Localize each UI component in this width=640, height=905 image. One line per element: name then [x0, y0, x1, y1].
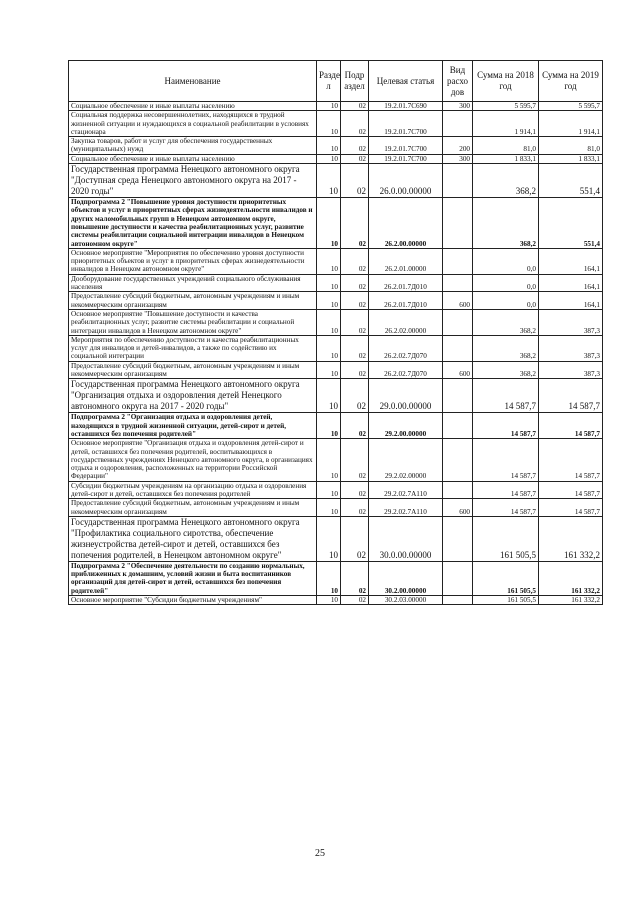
row-sum-2019: 387,3	[539, 309, 603, 335]
row-target: 26.2.02.00000	[369, 309, 443, 335]
table-row	[69, 516, 603, 561]
table-header-row	[69, 61, 603, 102]
row-sum-2018: 14 587,7	[473, 499, 539, 517]
row-expense-type	[443, 198, 473, 249]
row-sum-2019: 551,4	[539, 198, 603, 249]
row-name: Основное мероприятие "Субсидии бюджетным учреждениям"	[69, 596, 317, 605]
row-name: Дооборудование государственных учреждений социального обслуживания населения	[69, 274, 317, 292]
budget-table	[68, 60, 603, 605]
row-expense-type	[443, 413, 473, 439]
row-expense-type	[443, 379, 473, 413]
row-section: 10	[317, 413, 341, 439]
row-section: 10	[317, 198, 341, 249]
row-sum-2019: 5 595,7	[539, 102, 603, 111]
row-name: Предоставление субсидий бюджетным, автономным учреждениям и иным некоммерческим организациям	[69, 499, 317, 517]
row-expense-type: 600	[443, 499, 473, 517]
row-expense-type: 600	[443, 292, 473, 310]
row-subsection: 02	[341, 154, 369, 163]
table-row	[69, 248, 603, 274]
row-section: 10	[317, 164, 341, 198]
header-section: Разде л	[317, 61, 341, 102]
row-sum-2018: 14 587,7	[473, 481, 539, 499]
table-row	[69, 102, 603, 111]
row-sum-2019: 161 332,2	[539, 561, 603, 595]
row-subsection: 02	[341, 111, 369, 137]
row-sum-2019: 164,1	[539, 292, 603, 310]
row-subsection: 02	[341, 102, 369, 111]
row-sum-2018: 1 914,1	[473, 111, 539, 137]
row-section: 10	[317, 335, 341, 361]
row-name: Субсидии бюджетным учреждениям на организацию отдыха и оздоровления детей-сирот и детей, оставшихся без попечения родителей	[69, 481, 317, 499]
row-subsection: 02	[341, 164, 369, 198]
table-row	[69, 292, 603, 310]
header-sum-2018: Сумма на 2018 год	[473, 61, 539, 102]
row-name: Социальное обеспечение и иные выплаты населению	[69, 154, 317, 163]
row-sum-2019: 164,1	[539, 248, 603, 274]
row-expense-type	[443, 274, 473, 292]
row-target: 30.2.00.00000	[369, 561, 443, 595]
row-target: 19.2.01.7С700	[369, 137, 443, 155]
row-section: 10	[317, 274, 341, 292]
row-sum-2019: 161 332,2	[539, 516, 603, 561]
row-sum-2019: 14 587,7	[539, 379, 603, 413]
row-name: Предоставление субсидий бюджетным, автономным учреждениям и иным некоммерческим организациям	[69, 292, 317, 310]
row-expense-type	[443, 248, 473, 274]
table-row	[69, 413, 603, 439]
row-name: Основное мероприятие "Мероприятия по обеспечению уровня доступности приоритетных объектов и услуг в приоритетных сферах жизнедеятельности инвалидов в Ненецком автономном округе"	[69, 248, 317, 274]
header-subsection: Подр аздел	[341, 61, 369, 102]
table-row	[69, 596, 603, 605]
row-name: Предоставление субсидий бюджетным, автономным учреждениям и иным некоммерческим организациям	[69, 361, 317, 379]
table-row	[69, 361, 603, 379]
table-row	[69, 164, 603, 198]
table-row	[69, 561, 603, 595]
row-sum-2018: 161 505,5	[473, 516, 539, 561]
row-sum-2018: 161 505,5	[473, 561, 539, 595]
row-subsection: 02	[341, 335, 369, 361]
table-row	[69, 499, 603, 517]
row-subsection: 02	[341, 198, 369, 249]
row-section: 10	[317, 379, 341, 413]
row-sum-2018: 81,0	[473, 137, 539, 155]
row-sum-2018: 368,2	[473, 198, 539, 249]
row-subsection: 02	[341, 379, 369, 413]
row-target: 30.2.03.00000	[369, 596, 443, 605]
row-expense-type	[443, 481, 473, 499]
row-section: 10	[317, 439, 341, 481]
table-row	[69, 439, 603, 481]
row-target: 26.2.02.7Д070	[369, 335, 443, 361]
row-sum-2019: 14 587,7	[539, 481, 603, 499]
table-row	[69, 309, 603, 335]
row-sum-2019: 1 914,1	[539, 111, 603, 137]
row-expense-type	[443, 516, 473, 561]
row-target: 30.0.00.00000	[369, 516, 443, 561]
table-row	[69, 154, 603, 163]
row-subsection: 02	[341, 596, 369, 605]
row-target: 19.2.01.7С690	[369, 102, 443, 111]
row-sum-2019: 14 587,7	[539, 439, 603, 481]
row-subsection: 02	[341, 516, 369, 561]
row-sum-2018: 14 587,7	[473, 379, 539, 413]
row-name: Государственная программа Ненецкого автономного округа "Организация отдыха и оздоровления детей Ненецкого автономного округа на 2017 - 2020 годы"	[69, 379, 317, 413]
row-sum-2019: 387,3	[539, 361, 603, 379]
row-section: 10	[317, 516, 341, 561]
row-sum-2018: 0,0	[473, 248, 539, 274]
row-name: Закупка товаров, работ и услуг для обеспечения государственных (муниципальных) нужд	[69, 137, 317, 155]
row-expense-type	[443, 596, 473, 605]
row-section: 10	[317, 499, 341, 517]
row-subsection: 02	[341, 361, 369, 379]
row-target: 26.2.01.7Д010	[369, 292, 443, 310]
row-sum-2018: 14 587,7	[473, 439, 539, 481]
row-name: Основное мероприятие "Повышение доступности и качества реабилитационных услуг, развитие системы реабилитации и социальной интеграции инвалидов в Ненецком автономном округе"	[69, 309, 317, 335]
row-name: Основное мероприятие "Организация отдыха и оздоровления детей-сирот и детей, оставшихся без попечения родителей, воспитывающихся в государственных учреждениях Ненецкого автономного округа, в организациях отдыха и оздоровления, расположенных на территории Российской Федерации"	[69, 439, 317, 481]
row-expense-type	[443, 164, 473, 198]
row-section: 10	[317, 561, 341, 595]
table-row	[69, 111, 603, 137]
row-section: 10	[317, 292, 341, 310]
header-target-article: Целевая статья	[369, 61, 443, 102]
row-sum-2018: 368,2	[473, 164, 539, 198]
row-section: 10	[317, 361, 341, 379]
row-name: Подпрограмма 2 "Организация отдыха и оздоровления детей, находящихся в трудной жизненной ситуации, детей-сирот и детей, оставшихся без попечения родителей"	[69, 413, 317, 439]
row-sum-2018: 0,0	[473, 292, 539, 310]
row-subsection: 02	[341, 413, 369, 439]
row-subsection: 02	[341, 309, 369, 335]
row-sum-2018: 161 505,5	[473, 596, 539, 605]
row-target: 26.2.01.7Д010	[369, 274, 443, 292]
row-target: 29.2.02.7А110	[369, 499, 443, 517]
table-row	[69, 481, 603, 499]
row-target: 29.2.02.00000	[369, 439, 443, 481]
row-sum-2018: 368,2	[473, 335, 539, 361]
table-row	[69, 198, 603, 249]
row-sum-2019: 387,3	[539, 335, 603, 361]
row-section: 10	[317, 154, 341, 163]
row-sum-2019: 551,4	[539, 164, 603, 198]
row-sum-2018: 5 595,7	[473, 102, 539, 111]
row-section: 10	[317, 137, 341, 155]
row-subsection: 02	[341, 292, 369, 310]
row-sum-2019: 81,0	[539, 137, 603, 155]
row-target: 19.2.01.7С700	[369, 111, 443, 137]
row-expense-type	[443, 111, 473, 137]
row-target: 26.0.00.00000	[369, 164, 443, 198]
row-name: Государственная программа Ненецкого автономного округа "Доступная среда Ненецкого автономного округа на 2017 - 2020 годы"	[69, 164, 317, 198]
row-sum-2018: 0,0	[473, 274, 539, 292]
row-subsection: 02	[341, 274, 369, 292]
row-target: 29.0.00.00000	[369, 379, 443, 413]
row-target: 26.2.00.00000	[369, 198, 443, 249]
row-sum-2018: 14 587,7	[473, 413, 539, 439]
row-expense-type	[443, 309, 473, 335]
row-expense-type	[443, 439, 473, 481]
row-target: 29.2.02.7А110	[369, 481, 443, 499]
table-row	[69, 274, 603, 292]
row-expense-type: 300	[443, 102, 473, 111]
row-expense-type: 600	[443, 361, 473, 379]
row-expense-type	[443, 561, 473, 595]
row-sum-2018: 1 833,1	[473, 154, 539, 163]
table-row	[69, 335, 603, 361]
row-subsection: 02	[341, 481, 369, 499]
header-sum-2019: Сумма на 2019 год	[539, 61, 603, 102]
header-name: Наименование	[69, 61, 317, 102]
row-sum-2019: 164,1	[539, 274, 603, 292]
row-sum-2019: 14 587,7	[539, 413, 603, 439]
row-sum-2018: 368,2	[473, 309, 539, 335]
row-section: 10	[317, 102, 341, 111]
row-section: 10	[317, 596, 341, 605]
row-name: Подпрограмма 2 "Обеспечение деятельности по созданию нормальных, приближенных к домашним, условий жизни и быта воспитанников организаций для детей-сирот и детей, оставшихся без попечения родителей"	[69, 561, 317, 595]
row-sum-2019: 161 332,2	[539, 596, 603, 605]
row-target: 26.2.01.00000	[369, 248, 443, 274]
row-subsection: 02	[341, 137, 369, 155]
row-name: Социальная поддержка несовершеннолетних, находящихся в трудной жизненной ситуации и нуждающихся в социальной реабилитации в условиях стационара	[69, 111, 317, 137]
row-subsection: 02	[341, 439, 369, 481]
row-sum-2019: 1 833,1	[539, 154, 603, 163]
table-row	[69, 137, 603, 155]
row-expense-type	[443, 335, 473, 361]
row-expense-type: 300	[443, 154, 473, 163]
row-target: 26.2.02.7Д070	[369, 361, 443, 379]
row-subsection: 02	[341, 248, 369, 274]
row-name: Подпрограмма 2 "Повышение уровня доступности приоритетных объектов и услуг в приоритетных сферах жизнедеятельности инвалидов и других маломобильных групп в Ненецком автономном округе, повышение доступности и качества реабилитационных услуг, развитие системы реабилитации социальной интеграции инвалидов в Ненецком автономном округе"	[69, 198, 317, 249]
row-target: 29.2.00.00000	[369, 413, 443, 439]
row-subsection: 02	[341, 499, 369, 517]
row-target: 19.2.01.7С700	[369, 154, 443, 163]
row-sum-2018: 368,2	[473, 361, 539, 379]
row-sum-2019: 14 587,7	[539, 499, 603, 517]
row-section: 10	[317, 111, 341, 137]
row-expense-type: 200	[443, 137, 473, 155]
table-row	[69, 379, 603, 413]
row-section: 10	[317, 248, 341, 274]
row-name: Мероприятия по обеспечению доступности и качества реабилитационных услуг для инвалидов и детей-инвалидов, а также по содействию их социальной интеграции	[69, 335, 317, 361]
header-expense-type: Вид расхо дов	[443, 61, 473, 102]
page-number: 25	[315, 848, 325, 859]
row-section: 10	[317, 481, 341, 499]
row-name: Государственная программа Ненецкого автономного округа "Профилактика социального сиротства, обеспечение жизнеустройства детей-сирот и детей, оставшихся без попечения родителей, в Ненецком автономном округе"	[69, 516, 317, 561]
row-section: 10	[317, 309, 341, 335]
row-subsection: 02	[341, 561, 369, 595]
row-name: Социальное обеспечение и иные выплаты населению	[69, 102, 317, 111]
